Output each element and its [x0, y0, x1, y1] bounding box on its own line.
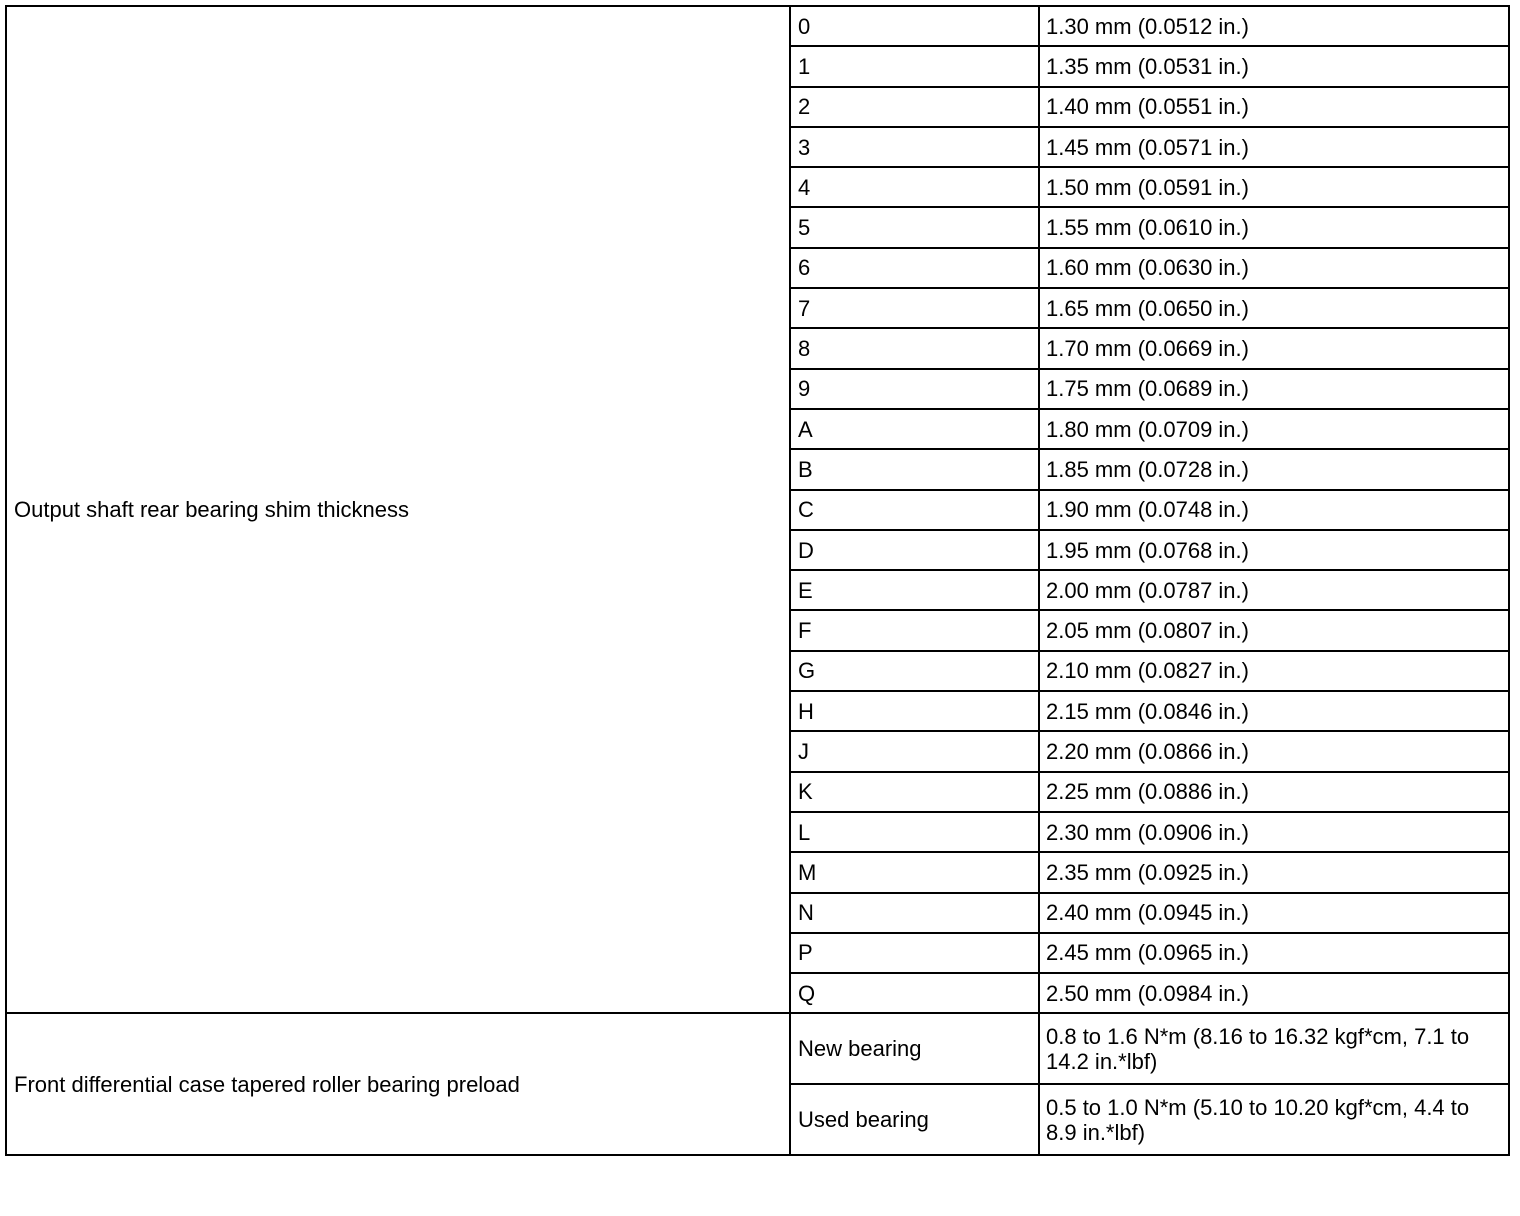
shim-thickness-value: 1.40 mm (0.0551 in.) — [1039, 87, 1509, 127]
shim-mark: H — [790, 691, 1039, 731]
shim-mark: A — [790, 409, 1039, 449]
shim-mark: 8 — [790, 328, 1039, 368]
shim-thickness-value: 2.50 mm (0.0984 in.) — [1039, 973, 1509, 1013]
shim-thickness-value: 2.35 mm (0.0925 in.) — [1039, 852, 1509, 892]
shim-thickness-value: 1.60 mm (0.0630 in.) — [1039, 248, 1509, 288]
shim-mark: 0 — [790, 6, 1039, 46]
shim-thickness-value: 1.75 mm (0.0689 in.) — [1039, 369, 1509, 409]
shim-mark: 5 — [790, 207, 1039, 247]
shim-thickness-value: 2.25 mm (0.0886 in.) — [1039, 772, 1509, 812]
shim-thickness-value: 1.85 mm (0.0728 in.) — [1039, 449, 1509, 489]
shim-mark: C — [790, 490, 1039, 530]
shim-mark: 7 — [790, 288, 1039, 328]
shim-thickness-value: 2.15 mm (0.0846 in.) — [1039, 691, 1509, 731]
shim-mark: D — [790, 530, 1039, 570]
shim-thickness-value: 1.45 mm (0.0571 in.) — [1039, 127, 1509, 167]
shim-mark: M — [790, 852, 1039, 892]
spec-table — [5, 5, 1510, 1156]
shim-thickness-value: 1.65 mm (0.0650 in.) — [1039, 288, 1509, 328]
shim-mark: Q — [790, 973, 1039, 1013]
shim-thickness-value: 1.95 mm (0.0768 in.) — [1039, 530, 1509, 570]
preload-label: Front differential case tapered roller bearing preload — [6, 1013, 790, 1155]
shim-mark: G — [790, 651, 1039, 691]
shim-thickness-value: 2.40 mm (0.0945 in.) — [1039, 893, 1509, 933]
shim-mark: 4 — [790, 167, 1039, 207]
shim-mark: 1 — [790, 46, 1039, 86]
shim-thickness-label: Output shaft rear bearing shim thickness — [6, 6, 790, 1013]
shim-thickness-value: 1.55 mm (0.0610 in.) — [1039, 207, 1509, 247]
spec-table-body — [6, 6, 1509, 1155]
shim-mark: 9 — [790, 369, 1039, 409]
preload-value: 0.8 to 1.6 N*m (8.16 to 16.32 kgf*cm, 7.1 to 14.2 in.*lbf) — [1039, 1013, 1509, 1084]
shim-thickness-value: 2.20 mm (0.0866 in.) — [1039, 731, 1509, 771]
shim-thickness-value: 2.30 mm (0.0906 in.) — [1039, 812, 1509, 852]
shim-mark: P — [790, 933, 1039, 973]
shim-thickness-value: 1.80 mm (0.0709 in.) — [1039, 409, 1509, 449]
shim-mark: 6 — [790, 248, 1039, 288]
shim-thickness-value: 2.10 mm (0.0827 in.) — [1039, 651, 1509, 691]
shim-thickness-value: 1.90 mm (0.0748 in.) — [1039, 490, 1509, 530]
shim-thickness-value: 1.50 mm (0.0591 in.) — [1039, 167, 1509, 207]
shim-thickness-value: 1.30 mm (0.0512 in.) — [1039, 6, 1509, 46]
shim-thickness-value: 2.05 mm (0.0807 in.) — [1039, 610, 1509, 650]
shim-mark: J — [790, 731, 1039, 771]
shim-mark: F — [790, 610, 1039, 650]
shim-thickness-value: 1.35 mm (0.0531 in.) — [1039, 46, 1509, 86]
shim-mark: 3 — [790, 127, 1039, 167]
table-row — [6, 1013, 1509, 1084]
shim-thickness-value: 2.45 mm (0.0965 in.) — [1039, 933, 1509, 973]
shim-mark: E — [790, 570, 1039, 610]
shim-mark: B — [790, 449, 1039, 489]
preload-value: 0.5 to 1.0 N*m (5.10 to 10.20 kgf*cm, 4.4 to 8.9 in.*lbf) — [1039, 1084, 1509, 1155]
preload-condition: Used bearing — [790, 1084, 1039, 1155]
shim-thickness-value: 1.70 mm (0.0669 in.) — [1039, 328, 1509, 368]
shim-mark: L — [790, 812, 1039, 852]
shim-mark: 2 — [790, 87, 1039, 127]
shim-mark: N — [790, 893, 1039, 933]
shim-thickness-value: 2.00 mm (0.0787 in.) — [1039, 570, 1509, 610]
preload-condition: New bearing — [790, 1013, 1039, 1084]
shim-mark: K — [790, 772, 1039, 812]
table-row — [6, 6, 1509, 46]
